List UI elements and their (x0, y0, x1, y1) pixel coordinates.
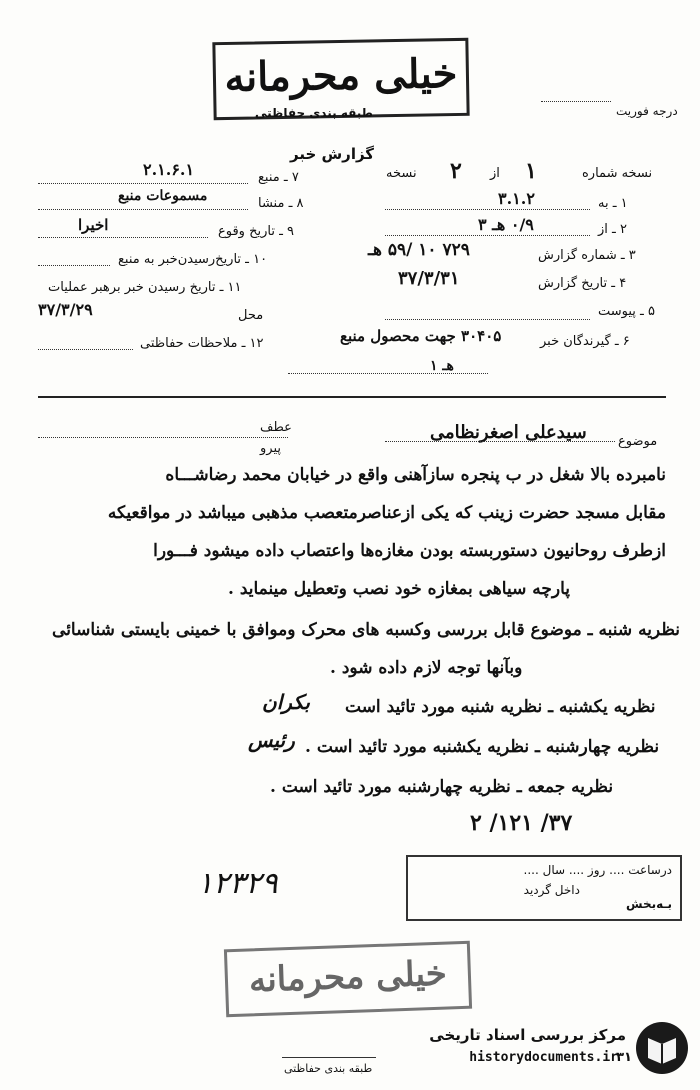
analysis-line: نظریه شنبه ـ موضوع قابل بررسی وکسبه های محرک وموافق با خمینی بایستی شناسائی (52, 620, 680, 640)
field-report-number-value: ۷۲۹ ۱۰ /۵۹ هـ (368, 240, 470, 260)
bottom-classification-stamp: خیلی محرمانه (224, 941, 472, 1018)
field-report-number-label: ۳ ـ شماره گزارش (538, 248, 636, 263)
field-to-label: ۱ ـ به (598, 196, 628, 211)
watermark-name: مرکز بررسی اسناد تاریخی (429, 1026, 626, 1044)
receipt-line-1: درساعت .... روز .... سال .... (523, 863, 672, 877)
field-recipients-value: ۳۰۴۰۵ جهت محصول منبع (340, 327, 502, 345)
opinion-sunday: نظریه یکشنبه ـ نظریه شنبه مورد تائید است (345, 697, 656, 717)
receipt-box (406, 855, 682, 921)
handwritten-number: ۲ /۱۲۱ /۳۷ (470, 810, 573, 836)
receipt-line-3: بـه‌بخش (625, 897, 672, 911)
body-line: نامبرده بالا شغل در ب پنجره سازآهنی واقع در خیابان محمد رضاشـــاه (165, 465, 666, 485)
field-occurrence-date-label: ۹ ـ تاریخ وقوع (218, 224, 295, 239)
priority-label: درجه فوریت (616, 104, 678, 118)
page-number: ۳۱ (616, 1050, 632, 1065)
copy-suffix-label: نسخه (386, 166, 417, 181)
field-date-to-source-label: ۱۰ ـ تاریخ‌رسیدن‌خبر به منبع (118, 252, 268, 267)
field-recipients-label: ۶ ـ گیرندگان خبر (540, 334, 630, 349)
field-origin-label: ۸ ـ منشا (258, 196, 304, 211)
reference-label: عطف (260, 420, 292, 435)
field-date-to-operator-label: ۱۱ ـ تاریخ رسیدن خبر برهبر عملیات (48, 280, 242, 295)
field-from-value: ۰/۹ هـ ۳ (478, 215, 534, 234)
copy-number-label: نسخه شماره (582, 166, 653, 181)
follow-up-label: پیرو (260, 441, 281, 456)
receipt-line-2: داخل گردید (523, 883, 580, 897)
copy-total-value: ۲ (450, 158, 462, 184)
classification-subtitle: طبقه بندی حفاظتی (255, 106, 373, 120)
opinion-friday: نظریه جمعه ـ نظریه چهارشنبه مورد تائید است . (270, 777, 614, 797)
analysis-line: وبآنها توجه لازم داده شود . (330, 658, 523, 678)
field-source-label: ۷ ـ منبع (258, 170, 299, 185)
archive-book-icon (634, 1020, 690, 1076)
field-to-value: ۳.۱.۲ (498, 189, 535, 208)
report-title: گزارش خبر (290, 145, 375, 163)
field-place-label: محل (238, 308, 264, 323)
copy-from-label: از (490, 166, 500, 181)
top-classification-stamp: خیلی محرمانه (212, 38, 469, 120)
field-attachment-label: ۵ ـ پیوست (598, 304, 655, 319)
opinion-wednesday-signature: رئیس (248, 728, 295, 752)
subject-value: سیدعلی اصغرنظامی (430, 422, 587, 443)
copy-number-value: ۱ (525, 158, 537, 184)
dept-code: هـ ۱ (430, 358, 454, 374)
opinion-sunday-signature: بکران (262, 690, 310, 714)
field-origin-value: مسموعات منبع (118, 188, 208, 204)
body-line: مقابل مسجد حضرت زینب که یکی ازعناصرمتعصب مذهبی میباشد در مواقعیکه (107, 503, 666, 523)
priority-dots (541, 100, 611, 102)
archive-number: ۱۲۳۲۹ (197, 866, 278, 901)
footer-classification-label: طبقه بندی حفاظتی (284, 1062, 373, 1075)
watermark-url: historydocuments.ir (469, 1050, 618, 1065)
field-report-date-value: ۳۷/۳/۳۱ (398, 268, 460, 289)
header-divider (38, 396, 666, 398)
watermark-logo (420, 1020, 690, 1076)
remarks-label: ۱۲ ـ ملاحظات حفاظتی (140, 336, 264, 351)
field-occurrence-date-value: اخیرا (78, 216, 109, 234)
subject-label: موضوع (618, 434, 658, 449)
field-place-value: ۳۷/۳/۲۹ (38, 300, 93, 319)
field-from-label: ۲ ـ از (598, 222, 627, 237)
field-report-date-label: ۴ ـ تاریخ گزارش (538, 276, 627, 291)
body-line: ازطرف روحانیون دستوربسته بودن مغازه‌ها واعتصاب داده میشود فـــورا (153, 541, 666, 561)
field-source-value: ۲.۱.۶.۱ (143, 160, 195, 179)
opinion-wednesday: نظریه چهارشنبه ـ نظریه یکشنبه مورد تائید است . (305, 737, 660, 757)
body-line: پارچه سیاهی بمغازه خود نصب وتعطیل مینماید . (228, 579, 570, 599)
